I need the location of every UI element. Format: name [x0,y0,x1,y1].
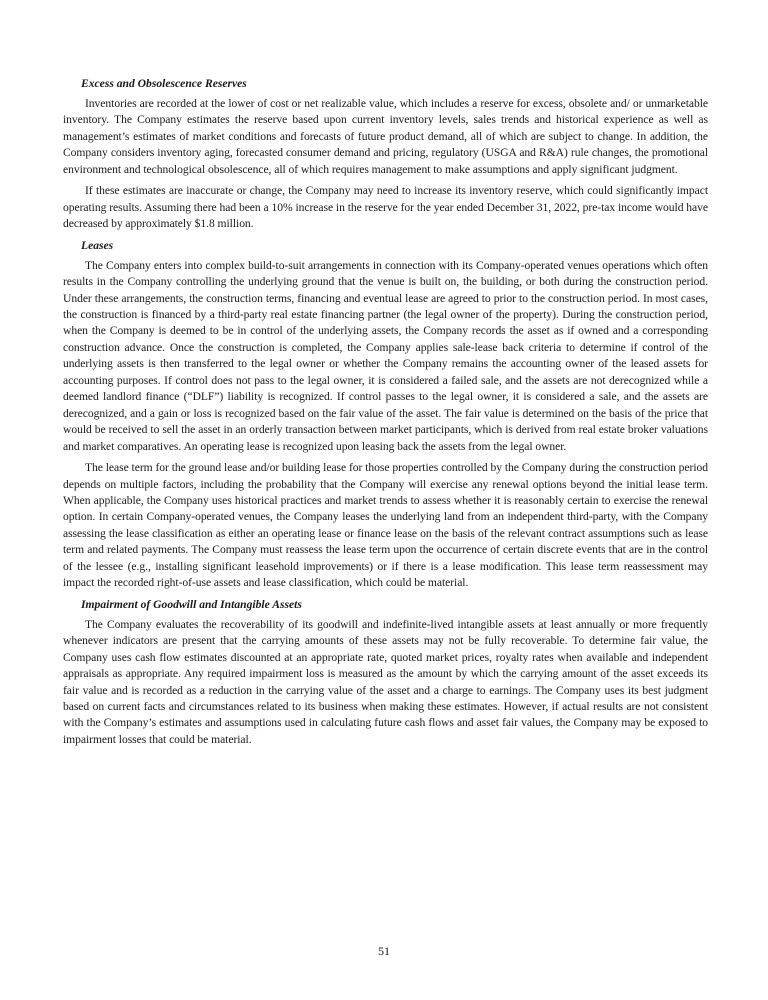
document-page [63,76,708,753]
paragraph: Inventories are recorded at the lower of cost or net realizable value, which includes a reserve for excess, obsolete and/ or unmarketable inventory. The Company estimates the reserve based upon current inventory levels, sales trends and historical experience as well as management’s estimates of market conditions and forecasts of future product demand, all of which are subject to change. In addition, the Company considers inventory aging, forecasted consumer demand and pricing, regulatory (USGA and R&A) rule changes, the promotional environment and technological obsolescence, all of which requires management to make assumptions and apply significant judgment. [63,97,708,176]
section-heading: Excess and Obsolescence Reserves [81,77,247,90]
section-excess-obsolescence-reserves [63,76,708,233]
section-heading: Leases [81,238,114,252]
section-leases [63,238,708,592]
section-heading: Impairment of Goodwill and Intangible Assets [81,597,302,611]
paragraph: If these estimates are inaccurate or change, the Company may need to increase its inventory reserve, which could significantly impact operating results. Assuming there had been a 10% increase in the reserve for the year ended December 31, 2022, pre-tax income would have decreased by approximately $1.8 million. [63,184,708,231]
paragraph: The Company enters into complex build-to-suit arrangements in connection with its Company-operated venues operations which often results in the Company controlling the underlying ground that the venue is built on, the building, or both during the construction period. Under these arrangements, the construction terms, financing and eventual lease are agreed to prior to the construction period. In most cases, the construction is financed by a third-party real estate financing partner (the legal owner of the property). During the construction period, when the Company is deemed to be in control of the underlying assets, the Company records the asset as if owned and a corresponding construction advance. Once the construction is completed, the Company applies sale-lease back criteria to determine if control of the underlying assets is then transferred to the legal owner or whether the Company remains the accounting owner of the leased assets for accounting purposes. If control does not pass to the legal owner, it is considered a failed sale, and the assets are not derecognized while a deemed landlord finance (“DLF”) liability is recognized. If control passes to the legal owner, it is considered a sale, and the assets are derecognized, and a gain or loss is recognized based on the fair value of the asset. The fair value is determined on the basis of the price that would be received to sell the asset in an orderly transaction between market participants, which is derived from real estate broker valuations and market comparatives. An operating lease is recognized upon leasing back the assets from the legal owner. [63,258,708,453]
paragraph: The lease term for the ground lease and/or building lease for those properties controlled by the Company during the construction period depends on multiple factors, including the probability that the Company will exercise any renewal options beyond the initial lease term. When applicable, the Company uses historical practices and market trends to assess whether it is reasonably certain to exercise the renewal option. In certain Company-operated venues, the Company leases the underlying land from an independent third-party, with the Company assessing the lease classification as either an operating lease or finance lease on the basis of the relevant contract assumptions such as lease term and related payments. The Company must reassess the lease term upon the occurrence of certain discrete events that are in the control of the lessee (e.g., installing significant leasehold improvements) or if there is a lease modification. This lease term reassessment may impact the recorded right-of-use assets and lease classification, which could be material. [63,461,708,590]
paragraph: The Company evaluates the recoverability of its goodwill and indefinite-lived intangible assets at least annually or more frequently whenever indicators are present that the carrying amounts of these assets may not be fully recoverable. To determine fair value, the Company uses cash flow estimates discounted at an appropriate rate, quoted market prices, royalty rates when available and independent appraisals as appropriate. Any required impairment loss is measured as the amount by which the carrying amount of the asset exceeds its fair value and is recorded as a reduction in the carrying value of the asset and a charge to earnings. The Company uses its best judgment based on current facts and circumstances related to its business when making these estimates. However, if actual results are not consistent with the Company’s estimates and assumptions used in calculating future cash flows and asset fair values, the Company may be exposed to impairment losses that could be material. [63,617,708,746]
page-number: 51 [378,944,390,958]
section-impairment-goodwill-intangibles [63,597,708,749]
